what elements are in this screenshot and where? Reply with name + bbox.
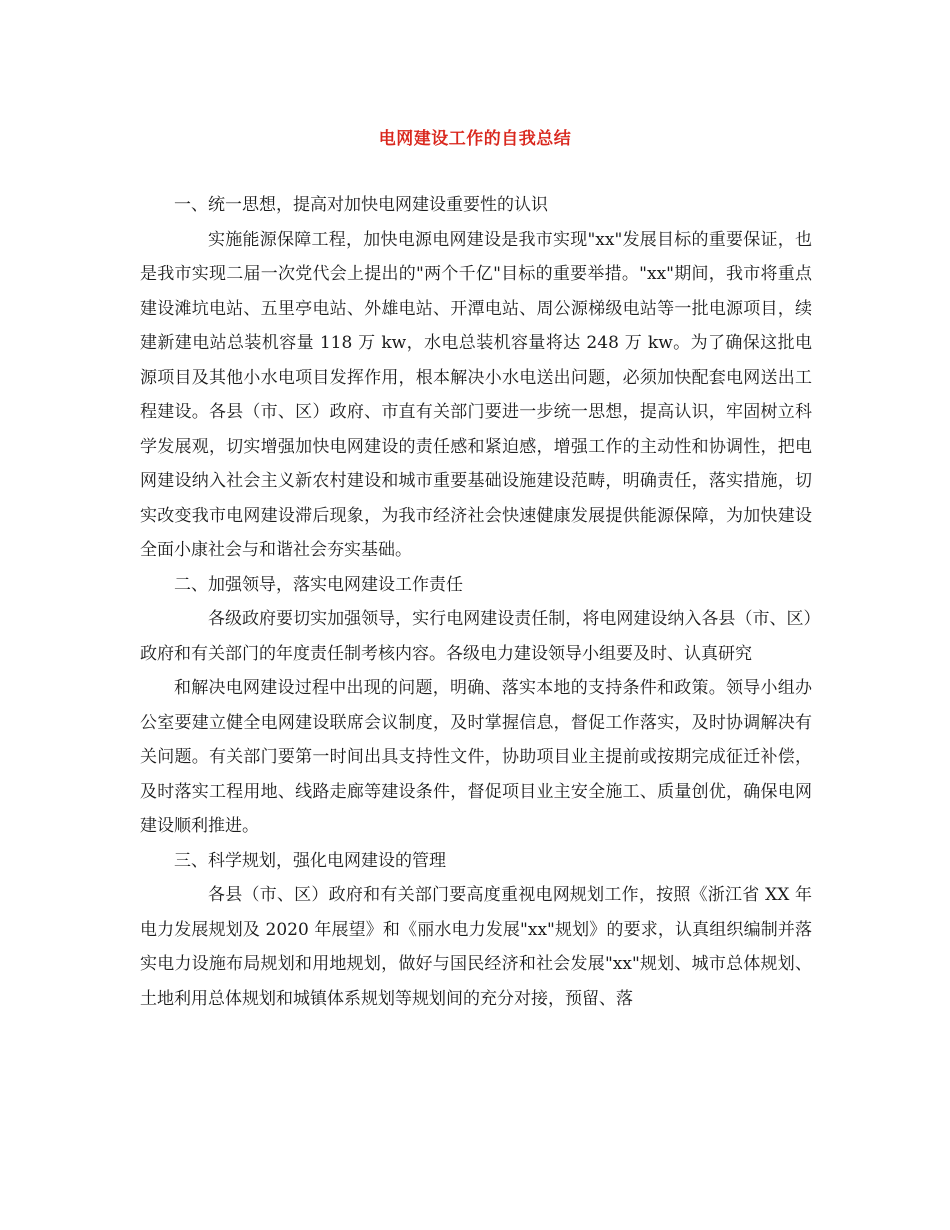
section-heading-2: 二、加强领导，落实电网建设工作责任 bbox=[174, 574, 463, 595]
section-heading-3: 三、科学规划，强化电网建设的管理 bbox=[174, 850, 446, 871]
document-body bbox=[140, 188, 812, 1016]
paragraph-3: 和解决电网建设过程中出现的问题，明确、落实本地的支持条件和政策。领导小组办公室要建立健全电网建设联席会议制度，及时掌握信息，督促工作落实，及时协调解决有关问题。有关部门要第一时间出具支持性文件，协助项目业主提前或按期完成征迁补偿，及时落实工程用地、线路走廊等建设条件，督促项目业主安全施工、质量创优，确保电网建设顺利推进。 bbox=[140, 678, 812, 836]
paragraph-2: 各级政府要切实加强领导，实行电网建设责任制，将电网建设纳入各县（市、区）政府和有关部门的年度责任制考核内容。各级电力建设领导小组要及时、认真研究 bbox=[140, 609, 812, 664]
paragraph-4: 各县（市、区）政府和有关部门要高度重视电网规划工作，按照《浙江省 XX 年电力发展规划及 2020 年展望》和《丽水电力发展"xx"规划》的要求，认真组织编制并落实电力设施布局规划和用地规划，做好与国民经济和社会发展"xx"规划、城市总体规划、土地利用总体规划和城镇体系规划等规划间的充分对接，预留、落 bbox=[140, 885, 812, 1009]
document-title: 电网建设工作的自我总结 bbox=[378, 129, 572, 149]
section-heading-1: 一、统一思想，提高对加快电网建设重要性的认识 bbox=[174, 195, 548, 215]
paragraph-1: 实施能源保障工程，加快电源电网建设是我市实现"xx"发展目标的重要保证，也是我市实现二届一次党代会上提出的"两个千亿"目标的重要举措。"xx"期间，我市将重点建设滩坑电站、五里亭电站、外雄电站、开潭电站、周公源梯级电站等一批电源项目，续建新建电站总装机容量 118 万 kw，水电总装机容量将达 248 万 kw。为了确保这批电源项目及其他小水电项目发挥作用，根本解决小水电送出问题，必须加快配套电网送出工程建设。各县（市、区）政府、市直有关部门要进一步统一思想，提高认识，牢固树立科学发展观，切实增强加快电网建设的责任感和紧迫感，增强工作的主动性和协调性，把电网建设纳入社会主义新农村建设和城市重要基础设施建设范畴，明确责任，落实措施，切实改变我市电网建设滞后现象，为我市经济社会快速健康发展提供能源保障，为加快建设全面小康社会与和谐社会夯实基础。 bbox=[140, 229, 812, 560]
